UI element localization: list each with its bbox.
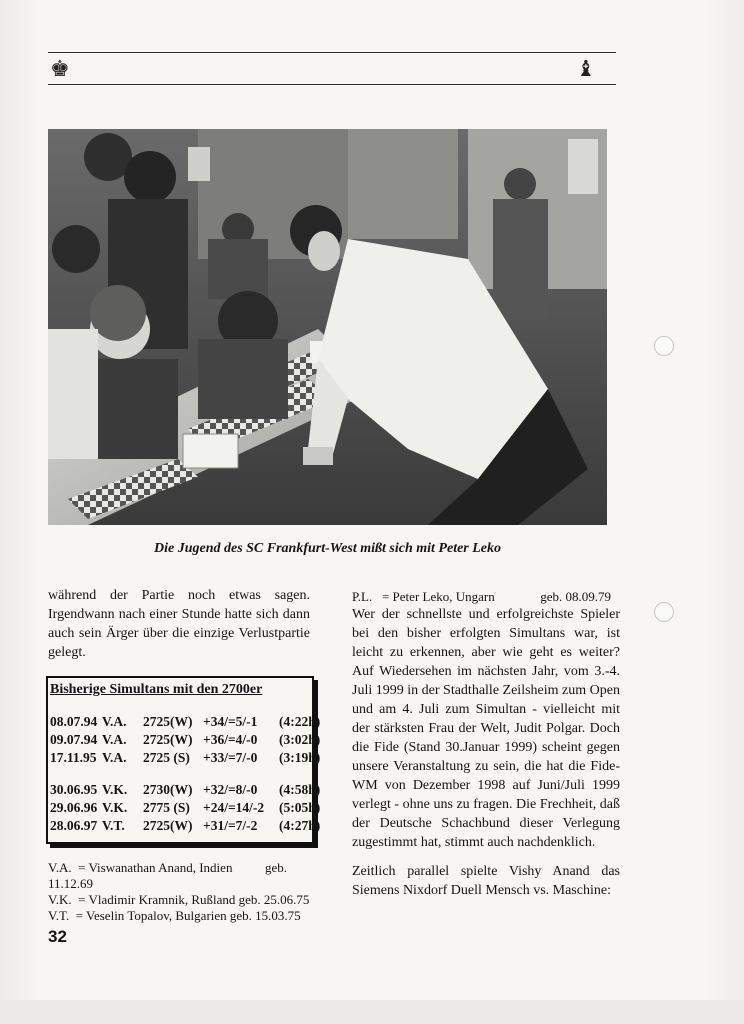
header-rule-top bbox=[48, 52, 616, 53]
scan-bottom-edge bbox=[0, 1000, 744, 1024]
abbr-anand: V.A. = Viswanathan Anand, Indien geb. bbox=[48, 860, 287, 875]
abbr-topalov: V.T. = Veselin Topalov, Bulgarien geb. 15.03.75 bbox=[48, 908, 301, 923]
chess-bishop-icon: ♝ bbox=[576, 56, 596, 81]
right-closing-paragraph: Zeitlich parallel spielte Vishy Anand das Siemens Nixdorf Duell Mensch vs. Maschine: bbox=[352, 864, 620, 898]
abbr-leko: P.L. = Peter Leko, Ungarn geb. 08.09.79 bbox=[352, 589, 611, 604]
simultan-table-title: Bisherige Simultans mit den 2700er bbox=[50, 682, 263, 697]
abbr-kramnik: V.K. = Vladimir Kramnik, Rußland geb. 25.06.75 bbox=[48, 892, 310, 907]
photo-illustration bbox=[48, 129, 607, 525]
binder-hole bbox=[654, 602, 674, 622]
table-row: 17.11.95 V.A. 2725 (S) +33/=7/-0 (3:19h) bbox=[50, 750, 321, 765]
header-rule-bottom bbox=[48, 84, 616, 85]
table-row: 29.06.96 V.K. 2775 (S) +24/=14/-2 (5:05h) bbox=[50, 800, 321, 815]
table-row: 08.07.94 V.A. 2725(W) +34/=5/-1 (4:22h) bbox=[50, 714, 321, 729]
table-row: 09.07.94 V.A. 2725(W) +36/=4/-0 (3:02h) bbox=[50, 732, 321, 747]
table-row: 28.06.97 V.T. 2725(W) +31/=7/-2 (4:27h) bbox=[50, 818, 321, 833]
page-number: 32 bbox=[48, 927, 67, 946]
chess-king-icon: ♚ bbox=[50, 56, 70, 81]
right-main-paragraph: Wer der schnellste und erfolgreichste Spieler bei den bisher erfolgten Simultans war, ist leicht zu erkennen, aber wie geht es weiter? Auf Wiedersehen im nächsten Jahr, vom 3.-4. Juli 1999 in der Stadthalle Zeilsheim zum Open und am 4. Juli zum Simultan - vielleicht mit der stärksten Frau der Welt, Judit Polgar. Doch die Fide (Stand 30.Januar 1999) scheint gegen unsere Veranstaltung zu sein, die hat die Fide-WM von Dezember 1998 auf Juni/Juli 1999 verlegt - ohne uns zu fragen. Die Frechheit, daß der Deutsche Schachbund dieser Verlegung zugestimmt hat, stimmt auch nachdenklich. bbox=[352, 607, 620, 850]
simultan-results-box bbox=[46, 676, 321, 844]
left-intro-paragraph: während der Partie noch etwas sagen. Irgendwann nach einer Stunde hatte sich dann auch sein Ärger über die einzige Verlustpartie gelegt. bbox=[48, 588, 310, 660]
binder-hole bbox=[654, 336, 674, 356]
photo-caption: Die Jugend des SC Frankfurt-West mißt sich mit Peter Leko bbox=[153, 541, 502, 556]
abbr-anand-date: 11.12.69 bbox=[48, 876, 94, 891]
table-row: 30.06.95 V.K. 2730(W) +32/=8/-0 (4:58h) bbox=[50, 782, 321, 797]
simultan-photo bbox=[48, 129, 607, 525]
